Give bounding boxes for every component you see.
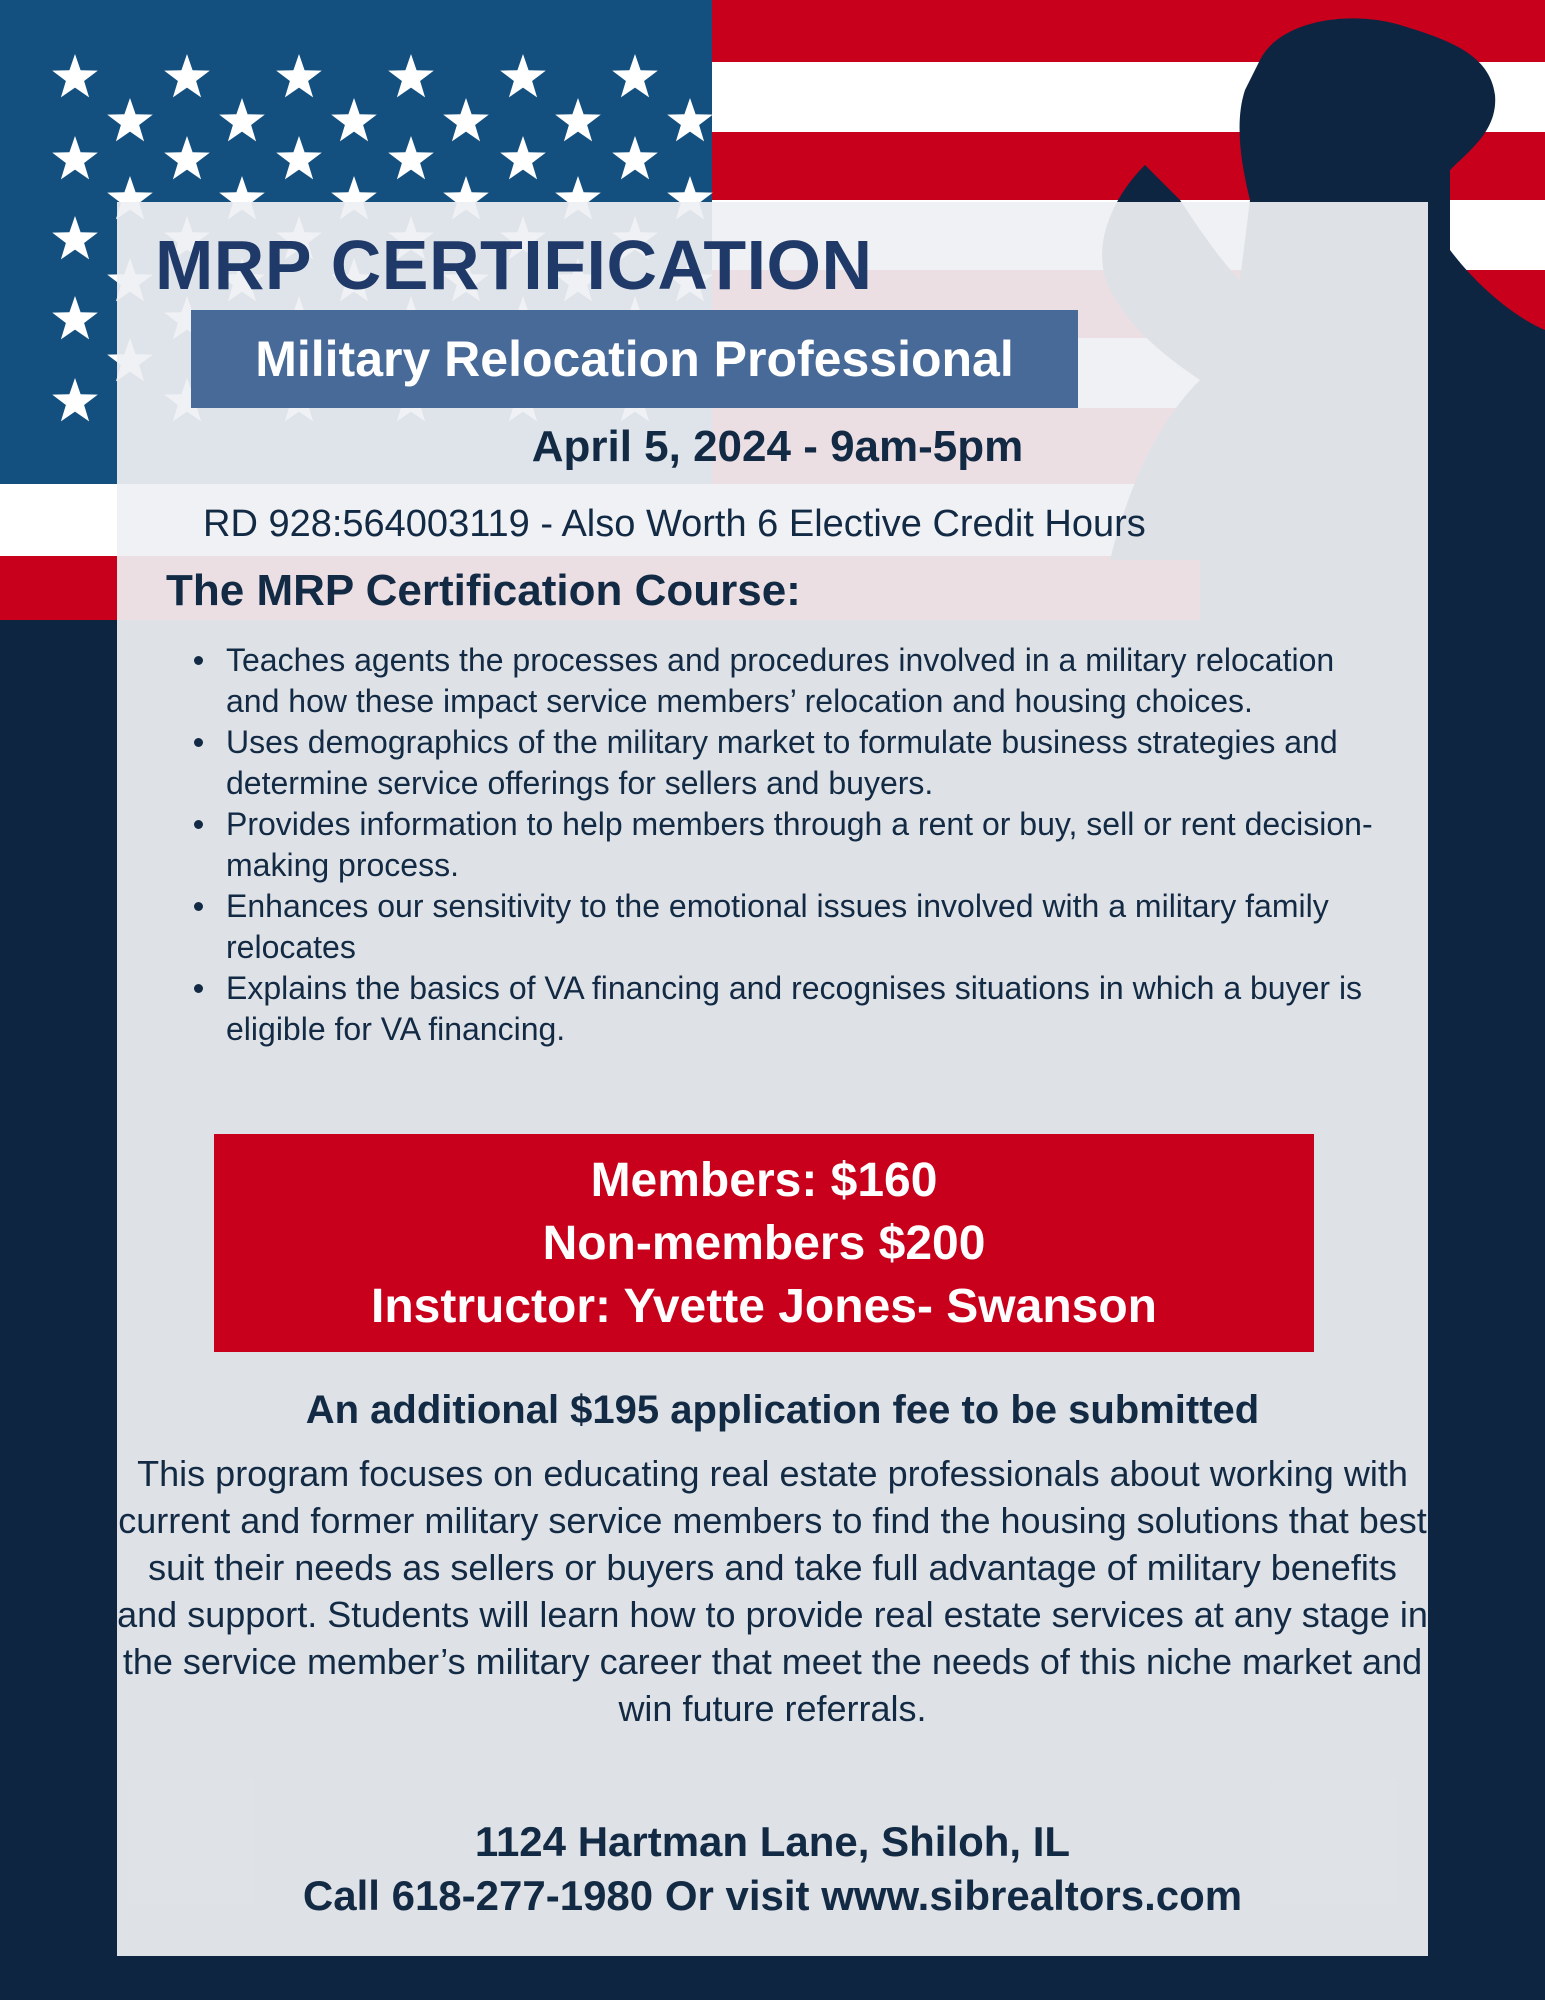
page-title: MRP CERTIFICATION	[155, 226, 873, 304]
address-line: 1124 Hartman Lane, Shiloh, IL	[474, 1818, 1071, 1865]
application-fee-note: An additional $195 application fee to be submitted	[305, 1388, 1260, 1432]
course-heading: The MRP Certification Course:	[166, 566, 801, 615]
list-item: Explains the basics of VA financing and recognises situations in which a buyer is eligible for VA financing.	[226, 968, 1396, 1050]
program-description: This program focuses on educating real estate professionals about working with current and former military service members to find the housing solutions that best suit their needs as sellers or buyers and take full advantage of military benefits and support. Students will learn how to provide real estate services at any stage in the service member’s military career that meet the needs of this niche market and win future referrals.	[117, 1453, 1428, 1729]
list-item: Provides information to help members through a rent or buy, sell or rent decision-making process.	[226, 804, 1396, 886]
list-item: Enhances our sensitivity to the emotional issues involved with a military family relocates	[226, 886, 1396, 968]
pricing-box	[214, 1134, 1314, 1352]
contact-info	[0, 1815, 1545, 1923]
subtitle-banner	[191, 310, 1078, 408]
member-price: Members: $160	[590, 1153, 938, 1207]
event-date: April 5, 2024 - 9am-5pm	[531, 422, 1024, 471]
list-item: Uses demographics of the military market to formulate business strategies and determine service offerings for sellers and buyers.	[226, 722, 1396, 804]
non-member-price: Non-members $200	[542, 1216, 986, 1270]
contact-line: Call 618-277-1980 Or visit www.sibrealtors.com	[302, 1872, 1243, 1919]
subtitle-text: Military Relocation Professional	[255, 331, 1014, 387]
credit-hours-line: RD 928:564003119 - Also Worth 6 Elective Credit Hours	[203, 503, 1146, 545]
course-bullet-list	[190, 640, 1396, 1050]
list-item: Teaches agents the processes and procedures involved in a military relocation and how these impact service members’ relocation and housing choices.	[226, 640, 1396, 722]
instructor-name: Instructor: Yvette Jones- Swanson	[371, 1279, 1157, 1333]
